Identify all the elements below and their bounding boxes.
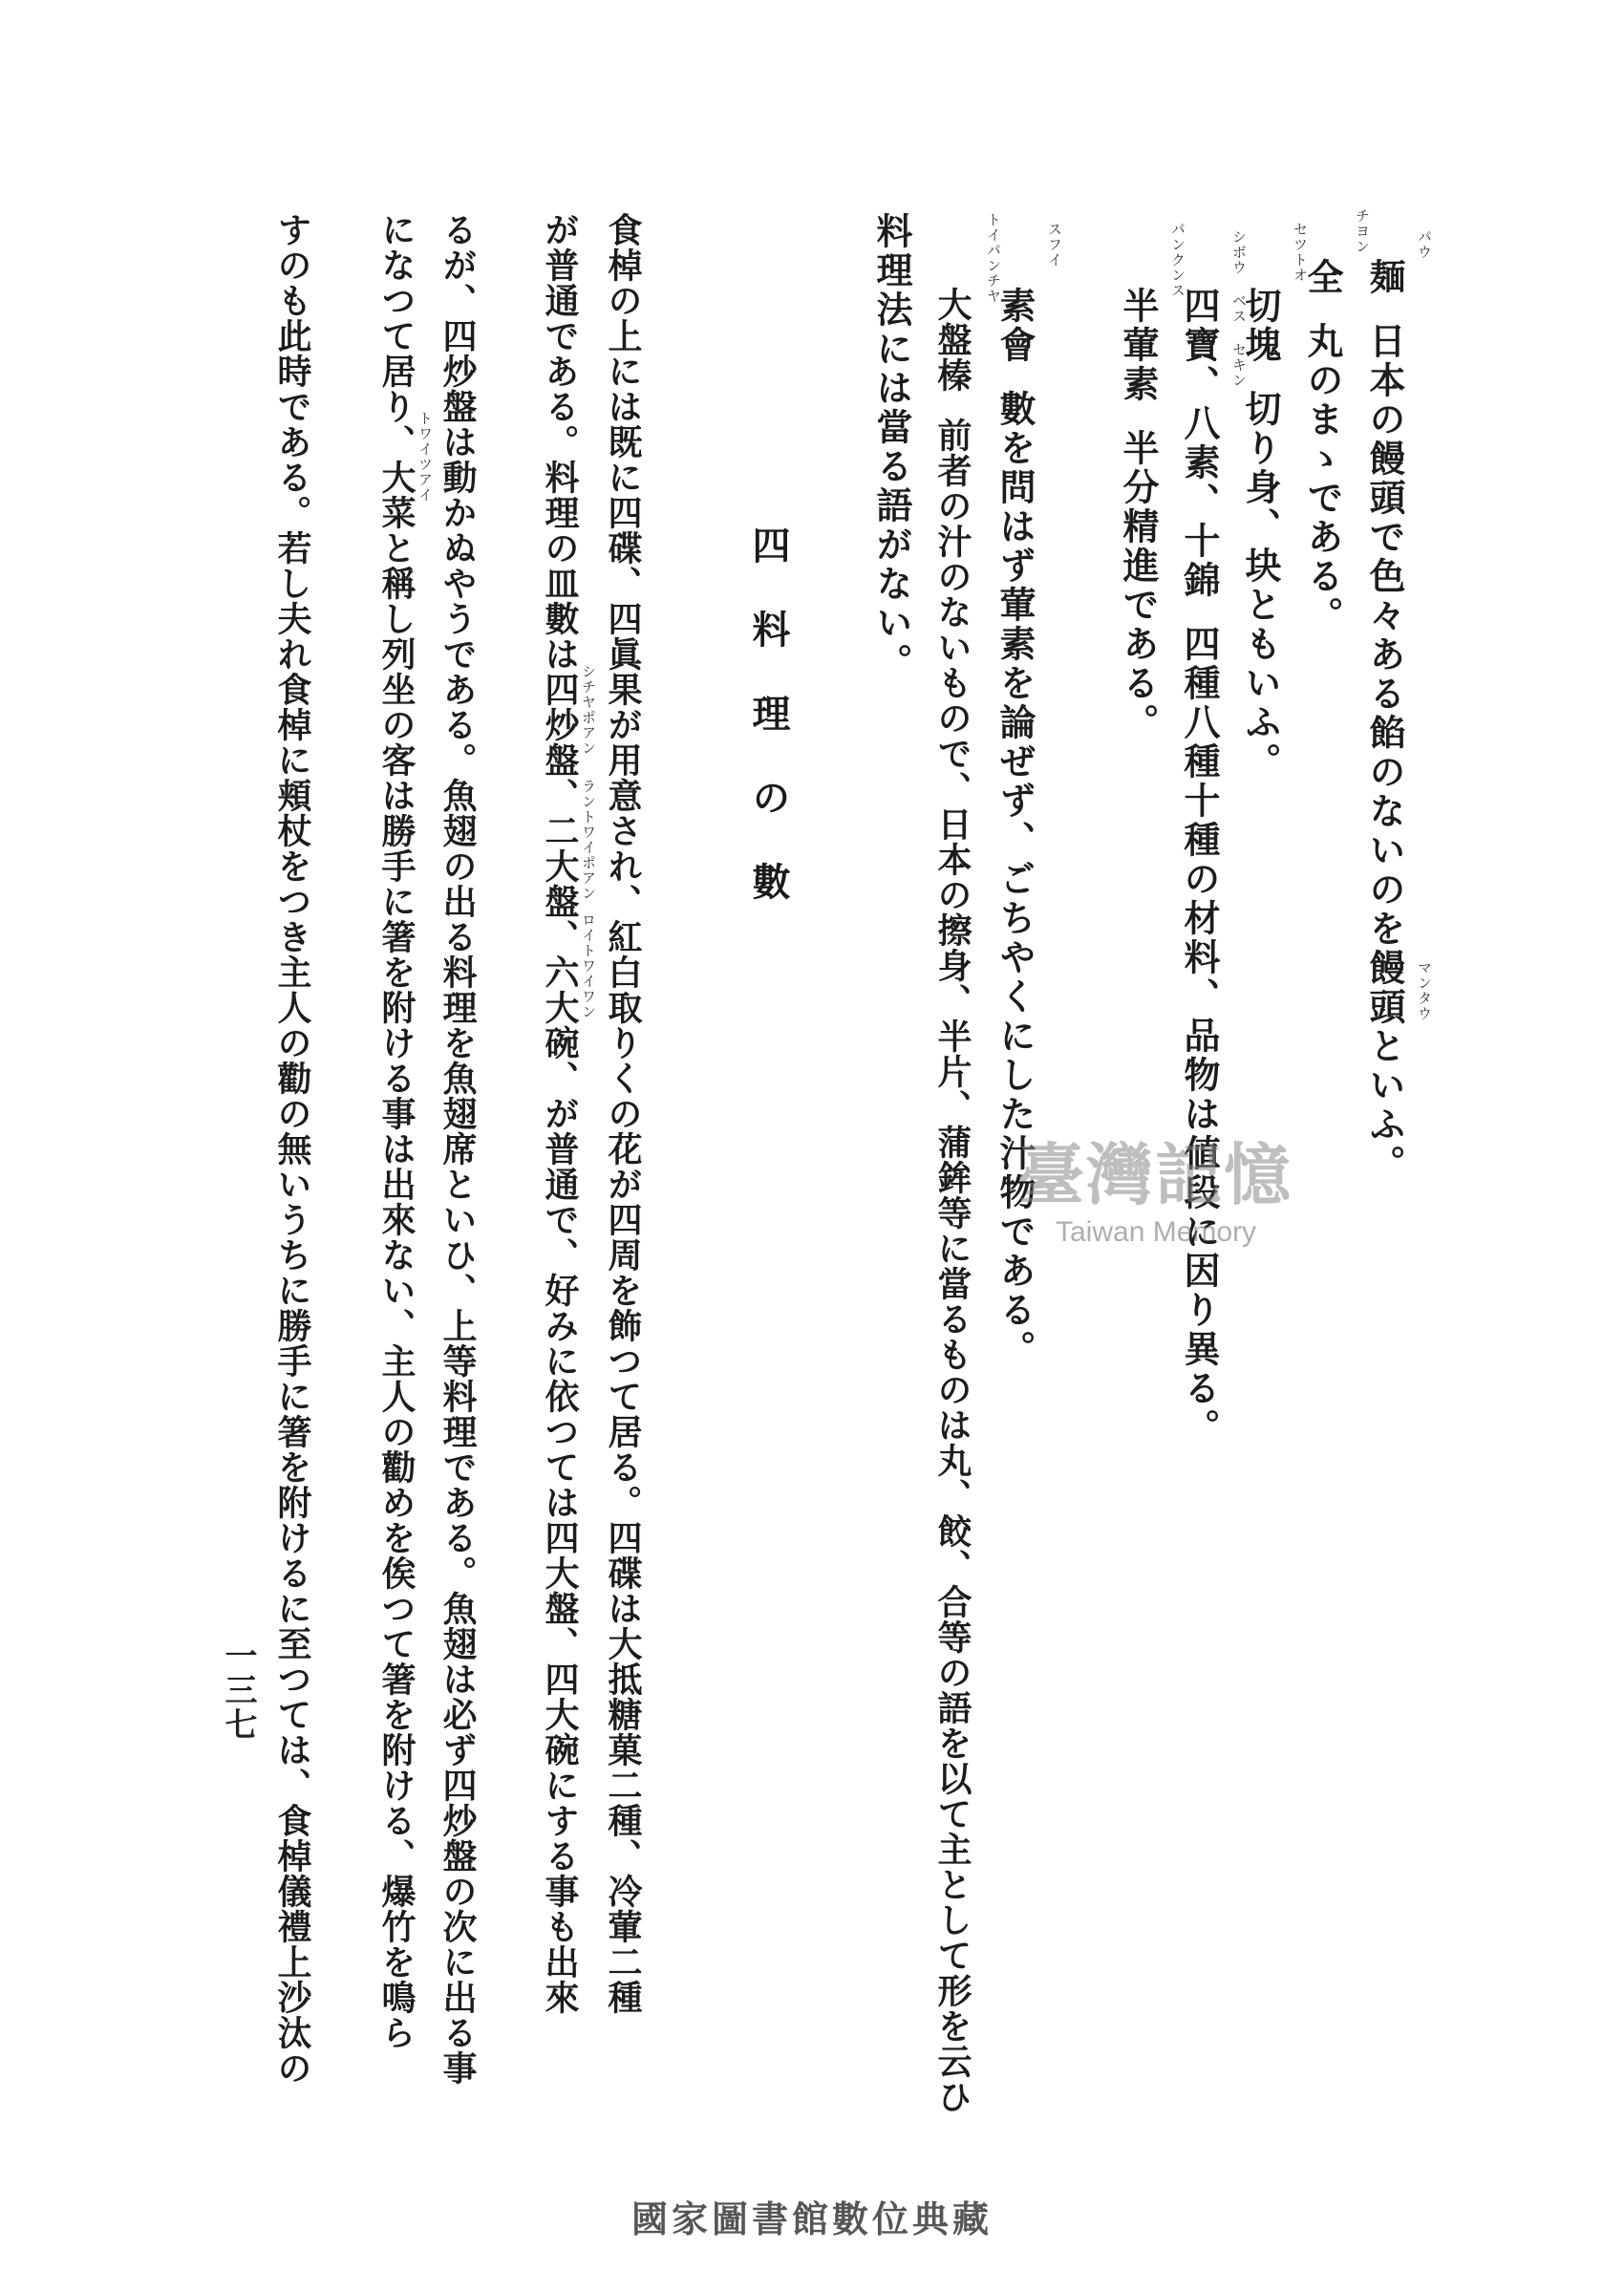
glossary-ruby: マンタウ <box>1416 960 1433 1021</box>
glossary-definition: 數を問はず葷素を論ぜず、ごちやくにした汁物である。 <box>994 390 1036 1369</box>
body-line-3: るが、四炒盤は動かぬやうである。魚翅の出る料理を魚翅席といひ、上等料理である。魚翅は必ず四炒盤の次に出る事 <box>438 212 478 2086</box>
glossary-definition: 切り身、块ともいふ。 <box>1239 390 1282 782</box>
section-heading: 四料理の數 <box>746 525 791 946</box>
body-line-1: 食棹の上には既に四碟、四眞果が用意され、紅白取りくの花が四周を飾つて居る。四碟は大抵糖菓二種、冷葷二種 <box>603 212 643 2015</box>
glossary-definition: 四種八種十種の材料、品物は値段に因り異る。 <box>1178 625 1221 1447</box>
glossary-entry-8 <box>870 212 913 682</box>
body-ruby: ロイトワイワン <box>580 912 597 1019</box>
glossary-term: 全 <box>1301 258 1344 297</box>
body-ruby: トワイツアイ <box>417 411 434 503</box>
glossary-ruby: セツトオ <box>1292 222 1309 283</box>
watermark-logo <box>1017 1135 1304 1285</box>
glossary-ruby: チヨン <box>1354 208 1371 254</box>
glossary-entry-5 <box>1117 287 1160 742</box>
glossary-term: 麺 <box>1363 258 1406 297</box>
glossary-definition: 半分精進である。 <box>1117 429 1160 742</box>
glossary-ruby: パンクンス <box>1169 222 1186 298</box>
glossary-definition: 日本の饅頭で色々ある餡のないのを饅頭といふ。 <box>1363 322 1406 1184</box>
page-number: 一三七 <box>219 1639 257 1742</box>
watermark-english: Taiwan Memory <box>1056 1216 1257 1248</box>
glossary-term: 切塊 <box>1239 287 1282 365</box>
body-line-5: すのも此時である。若し夫れ食棹に頬杖をつき主人の勸の無いうちに勝手に箸を附けるに至つては、食棹儀禮上沙汰の <box>272 212 312 2086</box>
body-line-4: になつて居り、大菜と稱し列坐の客は勝手に箸を附ける事は出來ない、主人の勸めを俟つて箸を附ける、爆竹を鳴ら <box>376 212 417 2050</box>
glossary-ruby: スフイ <box>1046 222 1063 268</box>
glossary-definition: 丸のまゝである。 <box>1301 322 1344 635</box>
body-line-2: が普通である。料理の皿數は四炒盤、二大盤、六大碗、が普通で、好みに依つては四大盤、四大碗にする事も出來 <box>540 212 580 2015</box>
glossary-term: 素會 <box>994 287 1036 365</box>
glossary-definition: 料理法には當る語がない。 <box>870 212 913 682</box>
glossary-entry-1 <box>1363 258 1406 1184</box>
body-ruby: ラントワイポアン <box>580 779 597 901</box>
glossary-ruby: パウ <box>1416 229 1433 260</box>
glossary-definition: 前者の汁のないもので、日本の擦身、半片、蒲鉾等に當るものは丸、餃、合等の語を以て主として形を云ひ <box>932 418 972 2114</box>
footer-caption: 國家圖書館數位典藏 <box>630 2197 993 2240</box>
glossary-entry-7 <box>932 287 972 2114</box>
glossary-ruby: シボウ ベス セキン <box>1230 229 1248 388</box>
glossary-term: 大盤榛 <box>932 287 972 393</box>
glossary-term: 半葷素 <box>1117 287 1160 404</box>
body-ruby: シチヤポアン <box>580 664 597 756</box>
glossary-entry-2 <box>1301 258 1344 635</box>
glossary-ruby: トイパンチヤ <box>985 212 1002 304</box>
glossary-term: 四寶、八素、十錦 <box>1178 287 1221 600</box>
watermark-chinese: 臺灣記憶 <box>1017 1135 1293 1214</box>
